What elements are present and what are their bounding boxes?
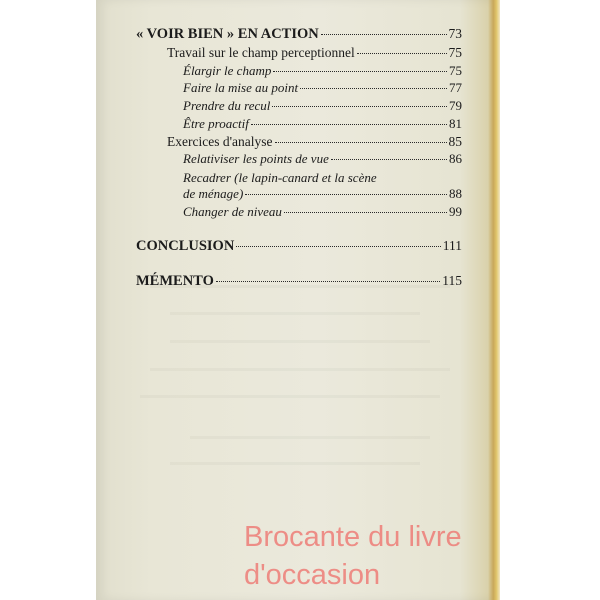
toc-subsection-entry: [136, 80, 462, 98]
toc-page-number: 73: [448, 26, 462, 41]
book-spine: [488, 0, 500, 600]
toc-page-number: 85: [448, 133, 462, 149]
dot-leader: [321, 34, 447, 35]
table-of-contents: [136, 26, 462, 292]
toc-entry-label-line: Recadrer (le lapin-canard et la scène: [183, 169, 377, 185]
toc-entry-label: CONCLUSION: [136, 237, 235, 254]
toc-entry-label: Travail sur le champ perceptionnel: [167, 45, 355, 60]
bleed-through-line: [150, 368, 450, 371]
toc-entry-label: Faire la mise au point: [183, 80, 299, 96]
toc-entry-label: Exercices d'analyse: [167, 133, 273, 149]
toc-section-entry: [136, 45, 462, 63]
toc-page-number: 79: [449, 98, 462, 114]
toc-page-number: 115: [442, 272, 462, 288]
dot-leader: [275, 142, 447, 143]
toc-entry-label: de ménage): [183, 185, 244, 201]
toc-entry-label: « VOIR BIEN » EN ACTION: [136, 26, 319, 42]
dot-leader: [272, 106, 447, 107]
dot-leader: [251, 124, 447, 125]
watermark-line: Brocante du livre: [244, 521, 462, 553]
toc-section-entry: [136, 134, 462, 152]
toc-page-number: 75: [448, 45, 462, 60]
toc-part-entry: [136, 273, 462, 292]
dot-leader: [284, 212, 447, 213]
dot-leader: [236, 246, 440, 247]
dot-leader: [331, 159, 447, 160]
toc-subsection-entry: [136, 116, 462, 134]
dot-leader: [245, 194, 447, 195]
toc-subsection-entry: [136, 186, 462, 204]
watermark-line: d'occasion: [244, 559, 381, 591]
toc-subsection-entry: [136, 204, 462, 222]
dot-leader: [273, 71, 447, 72]
toc-entry-label: Élargir le champ: [183, 62, 272, 78]
toc-entry-label: Changer de niveau: [183, 203, 282, 219]
bleed-through-line: [170, 312, 420, 315]
toc-page-number: 77: [449, 80, 462, 96]
toc-subsection-entry: [136, 63, 462, 81]
toc-page-number: 88: [449, 185, 462, 201]
toc-page-number: 75: [449, 62, 462, 78]
toc-entry-label: Relativiser les points de vue: [183, 151, 329, 167]
toc-subsection-entry: [136, 151, 462, 169]
bleed-through-line: [140, 395, 440, 398]
toc-page-number: 86: [449, 151, 462, 167]
toc-page-number: 99: [449, 203, 462, 219]
bleed-through-line: [170, 462, 420, 465]
dot-leader: [216, 281, 440, 282]
toc-part-entry: [136, 238, 462, 257]
toc-part-entry: [136, 26, 462, 45]
toc-subsection-entry: [136, 98, 462, 116]
bleed-through-line: [170, 340, 430, 343]
dot-leader: [300, 88, 447, 89]
toc-page-number: 81: [449, 115, 462, 131]
dot-leader: [357, 53, 447, 54]
toc-entry-label: Être proactif: [183, 115, 249, 131]
toc-entry-label: MÉMENTO: [136, 272, 214, 289]
bleed-through-line: [190, 436, 430, 439]
toc-entry-label: Prendre du recul: [183, 98, 271, 114]
toc-page-number: 111: [442, 237, 462, 253]
